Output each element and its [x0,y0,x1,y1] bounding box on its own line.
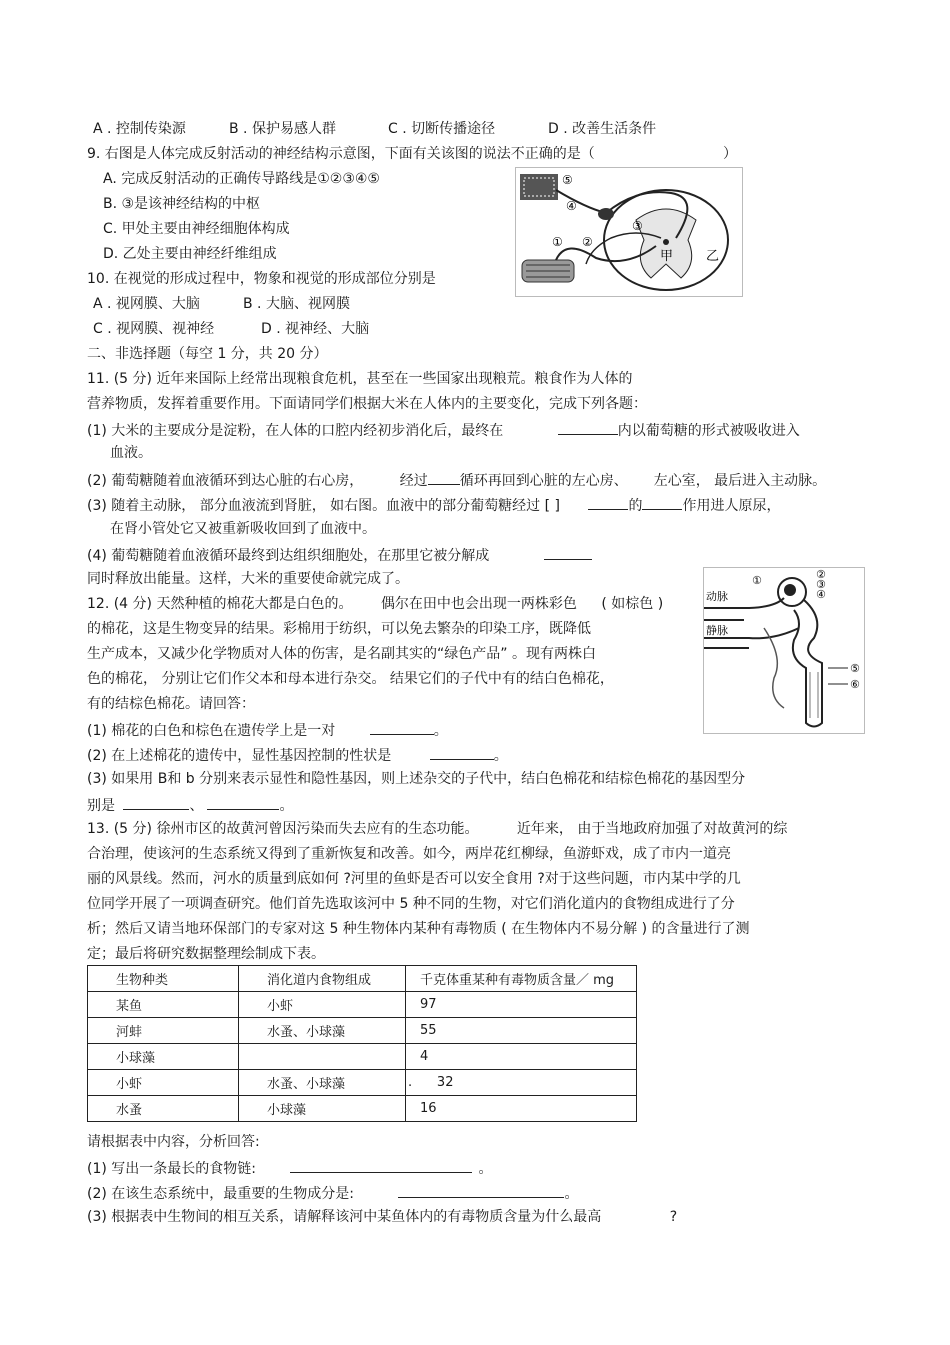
table-cell [239,1044,406,1070]
q8-option-c: C . 切断传播途径 [388,121,496,137]
capillary-network [764,628,784,708]
q12-part1-text: (1) 棉花的白色和棕色在遗传学上是一对 [87,723,336,739]
q10-option-b: B . 大脑、视网膜 [243,296,350,312]
q9-paren-close: ） [723,146,737,162]
q12-line1-b: 偶尔在田中也会出现一两株彩色 [380,596,577,612]
q8-option-a: A . 控制传染源 [93,121,186,137]
q11-blank-3a[interactable] [588,495,628,510]
q12-blank-1[interactable] [370,720,434,735]
q13-line5: 析；然后又请当地环保部门的专家对这 5 种生物体内某种有毒物质 ( 在生物体内不易分解 ) 的含量进行了测 [87,921,750,937]
q11-blank-3b[interactable] [642,495,682,510]
q11-intro-2: 营养物质，发挥着重要作用。下面请同学们根据大米在人体内的主要变化，完成下列各题： [87,396,647,412]
table-cell: 水蚤、小球藻 [239,1018,406,1044]
q11-part4-cont: 同时释放出能量。这样，大米的重要使命就完成了。 [87,571,409,587]
q13-line2: 合治理，使该河的生态系统又得到了重新恢复和改善。如今，两岸花红柳绿，鱼游虾戏，成了市内一道亮 [87,846,731,862]
q9-option-c: C. 甲处主要由神经细胞体构成 [103,221,290,237]
table-row [88,992,637,1018]
q11-part3-text: (3) 随着主动脉， 部分血液流到肾脏， 如右图。血液中的部分葡萄糖经过 [ ] [87,498,561,514]
q12-line1-a: 12. (4 分) 天然种植的棉花大都是白色的。 [87,596,353,612]
q8-option-b: B . 保护易感人群 [229,121,336,137]
q8-option-d: D . 改善生活条件 [548,121,657,137]
q10-option-c: C . 视网膜、视神经 [93,321,215,337]
q9-option-b: B. ③是该神经结构的中枢 [103,196,261,212]
q11-part4 [87,545,592,565]
q12-part3-text-b: 别是 [87,798,115,814]
table-cell: 97 [406,992,637,1018]
q12-part1 [87,720,448,740]
q12-part3-cont [87,795,293,815]
label-n5: ⑤ [850,662,860,675]
q11-part2-text: (2) 葡萄糖随着血液循环到达心脏的右心房， [87,473,364,489]
q12-part3: (3) 如果用 B和 b 分别来表示显性和隐性基因，则上述杂交的子代中，结白色棉花和结棕色棉花的基因型分 [87,771,746,787]
q13-part2-text: (2) 在该生态系统中，最重要的生物成分是: [87,1186,354,1202]
q11-blank-2[interactable] [428,470,460,485]
table-cell: 55 [406,1018,637,1044]
label-vein: 静脉 [706,624,728,637]
q12-line3: 生产成本，又减少化学物质对人体的伤害，是名副其实的“绿色产品” 。现有两株白 [87,646,596,662]
q10-option-a: A . 视网膜、大脑 [93,296,200,312]
label-n1: ① [752,574,762,587]
q13-period-1: 。 [478,1161,493,1177]
q9-option-a: A. 完成反射活动的正确传导路线是①②③④⑤ [103,171,380,187]
q11-part1-cont: 血液。 [110,445,152,461]
q11-part2 [87,470,826,490]
q12-blank-3b[interactable] [207,795,279,810]
nephron-figure [703,567,865,734]
label-n4: ④ [816,588,826,601]
table-cell: 小虾 [239,992,406,1018]
reflex-arc-figure [515,167,743,297]
table-cell: . 32 [406,1070,637,1096]
q11-part3 [87,495,780,515]
q13-line1-a: 13. (5 分) 徐州市区的故黄河曾因污染而失去应有的生态功能。 [87,821,479,837]
q13-after-table: 请根据表中内容，分析回答: [87,1134,260,1150]
table-row [88,1044,637,1070]
label-artery: 动脉 [706,590,728,603]
q11-part2-text-c: 循环再回到心脏的左心房、 [459,473,628,489]
toxin-table [87,965,637,1122]
label-4: ④ [566,199,577,213]
table-header: 生物种类 [88,966,239,992]
q12-period-3: 。 [279,798,294,814]
q13-line6: 定；最后将研究数据整理绘制成下表。 [87,946,325,962]
q11-part2-text-d: 左心室， 最后进入主动脉。 [653,473,827,489]
label-3: ③ [632,219,643,233]
ganglion [598,208,614,220]
q12-line2: 的棉花，这是生物变异的结果。彩棉用于纺织，可以免去繁杂的印染工序，既降低 [87,621,591,637]
label-n2: ② [816,568,826,581]
q11-part1 [87,420,800,440]
q12-period-2: 。 [493,748,508,764]
table-cell: 水蚤 [88,1096,239,1122]
q10-stem: 10. 在视觉的形成过程中，物象和视觉的形成部位分别是 [87,271,436,287]
table-header: 千克体重某种有毒物质含量／ mg [406,966,637,992]
table-cell: 某鱼 [88,992,239,1018]
q13-part3-text: (3) 根据表中生物间的相互关系，请解释该河中某鱼体内的有毒物质含量为什么最高 [87,1209,602,1225]
table-header: 消化道内食物组成 [239,966,406,992]
q11-part3-text-b: 的 [628,498,643,514]
q11-blank-4[interactable] [544,545,592,560]
table-cell: 小球藻 [88,1044,239,1070]
q13-part3 [87,1208,677,1226]
label-n6: ⑥ [850,678,860,691]
q12-line1 [87,595,663,613]
q12-blank-2[interactable] [430,745,494,760]
q11-intro-1: 11. (5 分) 近年来国际上经常出现粮食危机，甚至在一些国家出现粮荒。粮食作为人体的 [87,371,633,387]
q11-blank-1[interactable] [558,420,618,435]
label-1: ① [552,235,563,249]
q13-line1 [87,820,787,838]
q12-period-1: 。 [433,723,448,739]
table-row [88,1096,637,1122]
q12-part2 [87,745,508,765]
table-cell: 河蚌 [88,1018,239,1044]
label-jia: 甲 [660,249,674,264]
q13-blank-2[interactable] [398,1183,564,1198]
q13-period-2: 。 [564,1186,579,1202]
glomerulus [784,584,796,596]
q11-part1-text: (1) 大米的主要成分是淀粉，在人体的口腔内经初步消化后，最终在 [87,423,504,439]
table-cell: 小球藻 [239,1096,406,1122]
q12-line1-c: ( 如棕色 ) [601,596,664,612]
q11-part1-text-b: 内以葡萄糖的形式被吸收进入 [617,423,800,439]
q10-option-d: D . 视神经、大脑 [261,321,370,337]
q12-blank-3a[interactable] [123,795,189,810]
q13-line1-b: 近年来， 由于当地政府加强了对故黄河的综 [516,821,788,837]
q13-part3-mark: ? [669,1209,678,1225]
q12-line5: 有的结棕色棉花。请回答： [87,696,255,712]
q11-part2-text-b: 经过 [399,473,428,489]
q9-stem: 9. 右图是人体完成反射活动的神经结构示意图，下面有关该图的说法不正确的是（ [87,146,595,162]
q11-part3-cont: 在肾小管处它又被重新吸收回到了血液中。 [110,521,376,537]
q12-part2-text: (2) 在上述棉花的遗传中，显性基因控制的性状是 [87,748,392,764]
q13-line3: 丽的风景线。然而，河水的质量到底如何 ?河里的鱼虾是否可以安全食用 ?对于这些问题，市内某中学的几 [87,871,741,887]
table-cell: 4 [406,1044,637,1070]
label-yi: 乙 [706,249,720,264]
label-n3: ③ [816,578,826,591]
q12-sep: 、 [189,798,204,814]
q11-part3-text-c: 作用进人原尿， [682,498,781,514]
q13-line4: 位同学开展了一项调查研究。他们首先选取该河中 5 种不同的生物，对它们消化道内的食物组成进行了分 [87,896,735,912]
table-row [88,1018,637,1044]
q9-option-d: D. 乙处主要由神经纤维组成 [103,246,277,262]
q13-blank-1[interactable] [290,1158,472,1173]
table-cell: 水蚤、小球藻 [239,1070,406,1096]
label-2: ② [582,235,593,249]
table-row [88,1070,637,1096]
label-5: ⑤ [562,173,573,187]
q13-part1-text: (1) 写出一条最长的食物链: [87,1161,256,1177]
table-cell: 小虾 [88,1070,239,1096]
q12-line4: 色的棉花， 分别让它们作父本和母本进行杂交。 结果它们的子代中有的结白色棉花， [87,671,614,687]
q13-part1 [87,1158,492,1178]
q11-part4-text: (4) 葡萄糖随着血液循环最终到达组织细胞处，在那里它被分解成 [87,548,490,564]
table-cell: 16 [406,1096,637,1122]
q13-part2 [87,1183,578,1203]
section2-title: 二、非选择题（每空 1 分，共 20 分） [87,346,328,362]
table-header-row [88,966,637,992]
